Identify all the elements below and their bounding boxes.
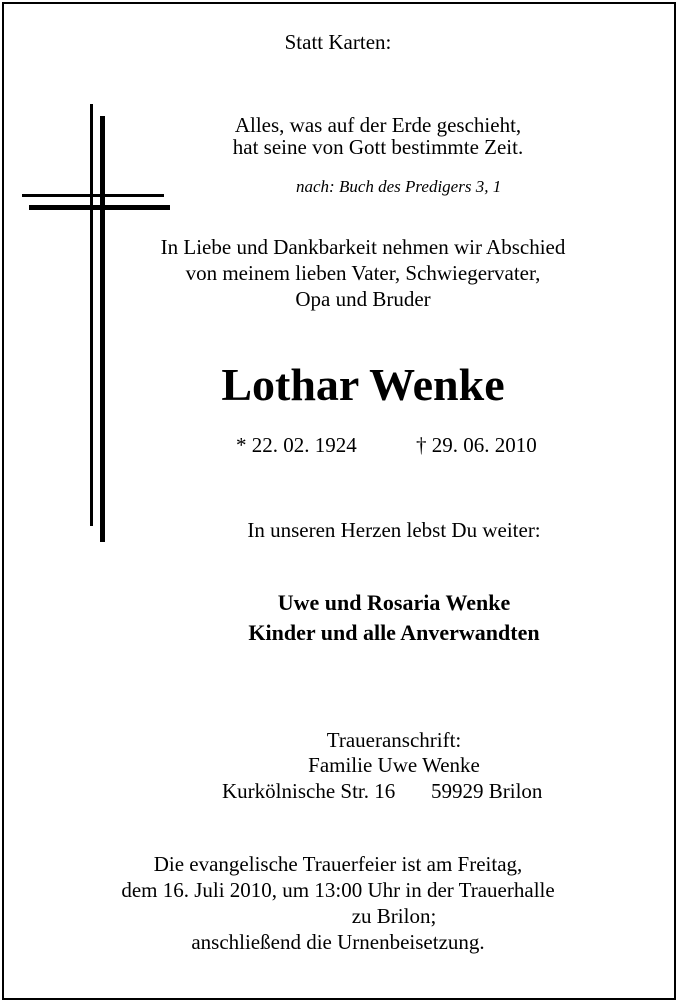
birth-date: * 22. 02. 1924 xyxy=(236,433,357,457)
remembrance-text: In unseren Herzen lebst Du weiter: xyxy=(247,518,541,542)
service-line-1: Die evangelische Trauerfeier ist am Freitag, xyxy=(153,852,523,876)
mourners-line-1: Uwe und Rosaria Wenke xyxy=(277,590,511,615)
intro-line-2: von meinem lieben Vater, Schwiegervater, xyxy=(185,261,541,285)
service-line-4: anschließend die Urnenbeisetzung. xyxy=(191,930,485,954)
cross-horizontal-top xyxy=(22,194,164,197)
mourners-line-2: Kinder und alle Anverwandten xyxy=(248,620,540,645)
service-line-2: dem 16. Juli 2010, um 13:00 Uhr in der Trauerhalle xyxy=(121,878,555,902)
address-city: 59929 Brilon xyxy=(431,779,543,803)
address-family: Familie Uwe Wenke xyxy=(308,753,480,777)
death-date: † 29. 06. 2010 xyxy=(416,433,537,457)
cross-vertical-right xyxy=(100,116,105,542)
service-line-3: zu Brilon; xyxy=(351,904,437,928)
address-label: Traueranschrift: xyxy=(326,728,462,752)
intro-line-1: In Liebe und Dankbarkeit nehmen wir Abschied xyxy=(160,235,566,259)
statt-karten-header: Statt Karten: xyxy=(284,30,392,54)
cross-vertical-left xyxy=(90,104,93,526)
intro-line-3: Opa und Bruder xyxy=(295,287,431,311)
quote-line-2: hat seine von Gott bestimmte Zeit. xyxy=(232,135,524,159)
address-street: Kurkölnische Str. 16 xyxy=(222,779,396,803)
deceased-name: Lothar Wenke xyxy=(221,359,505,410)
quote-source: nach: Buch des Predigers 3, 1 xyxy=(296,177,502,196)
quote-line-1: Alles, was auf der Erde geschieht, xyxy=(234,113,522,137)
cross-horizontal-bottom xyxy=(29,205,170,210)
